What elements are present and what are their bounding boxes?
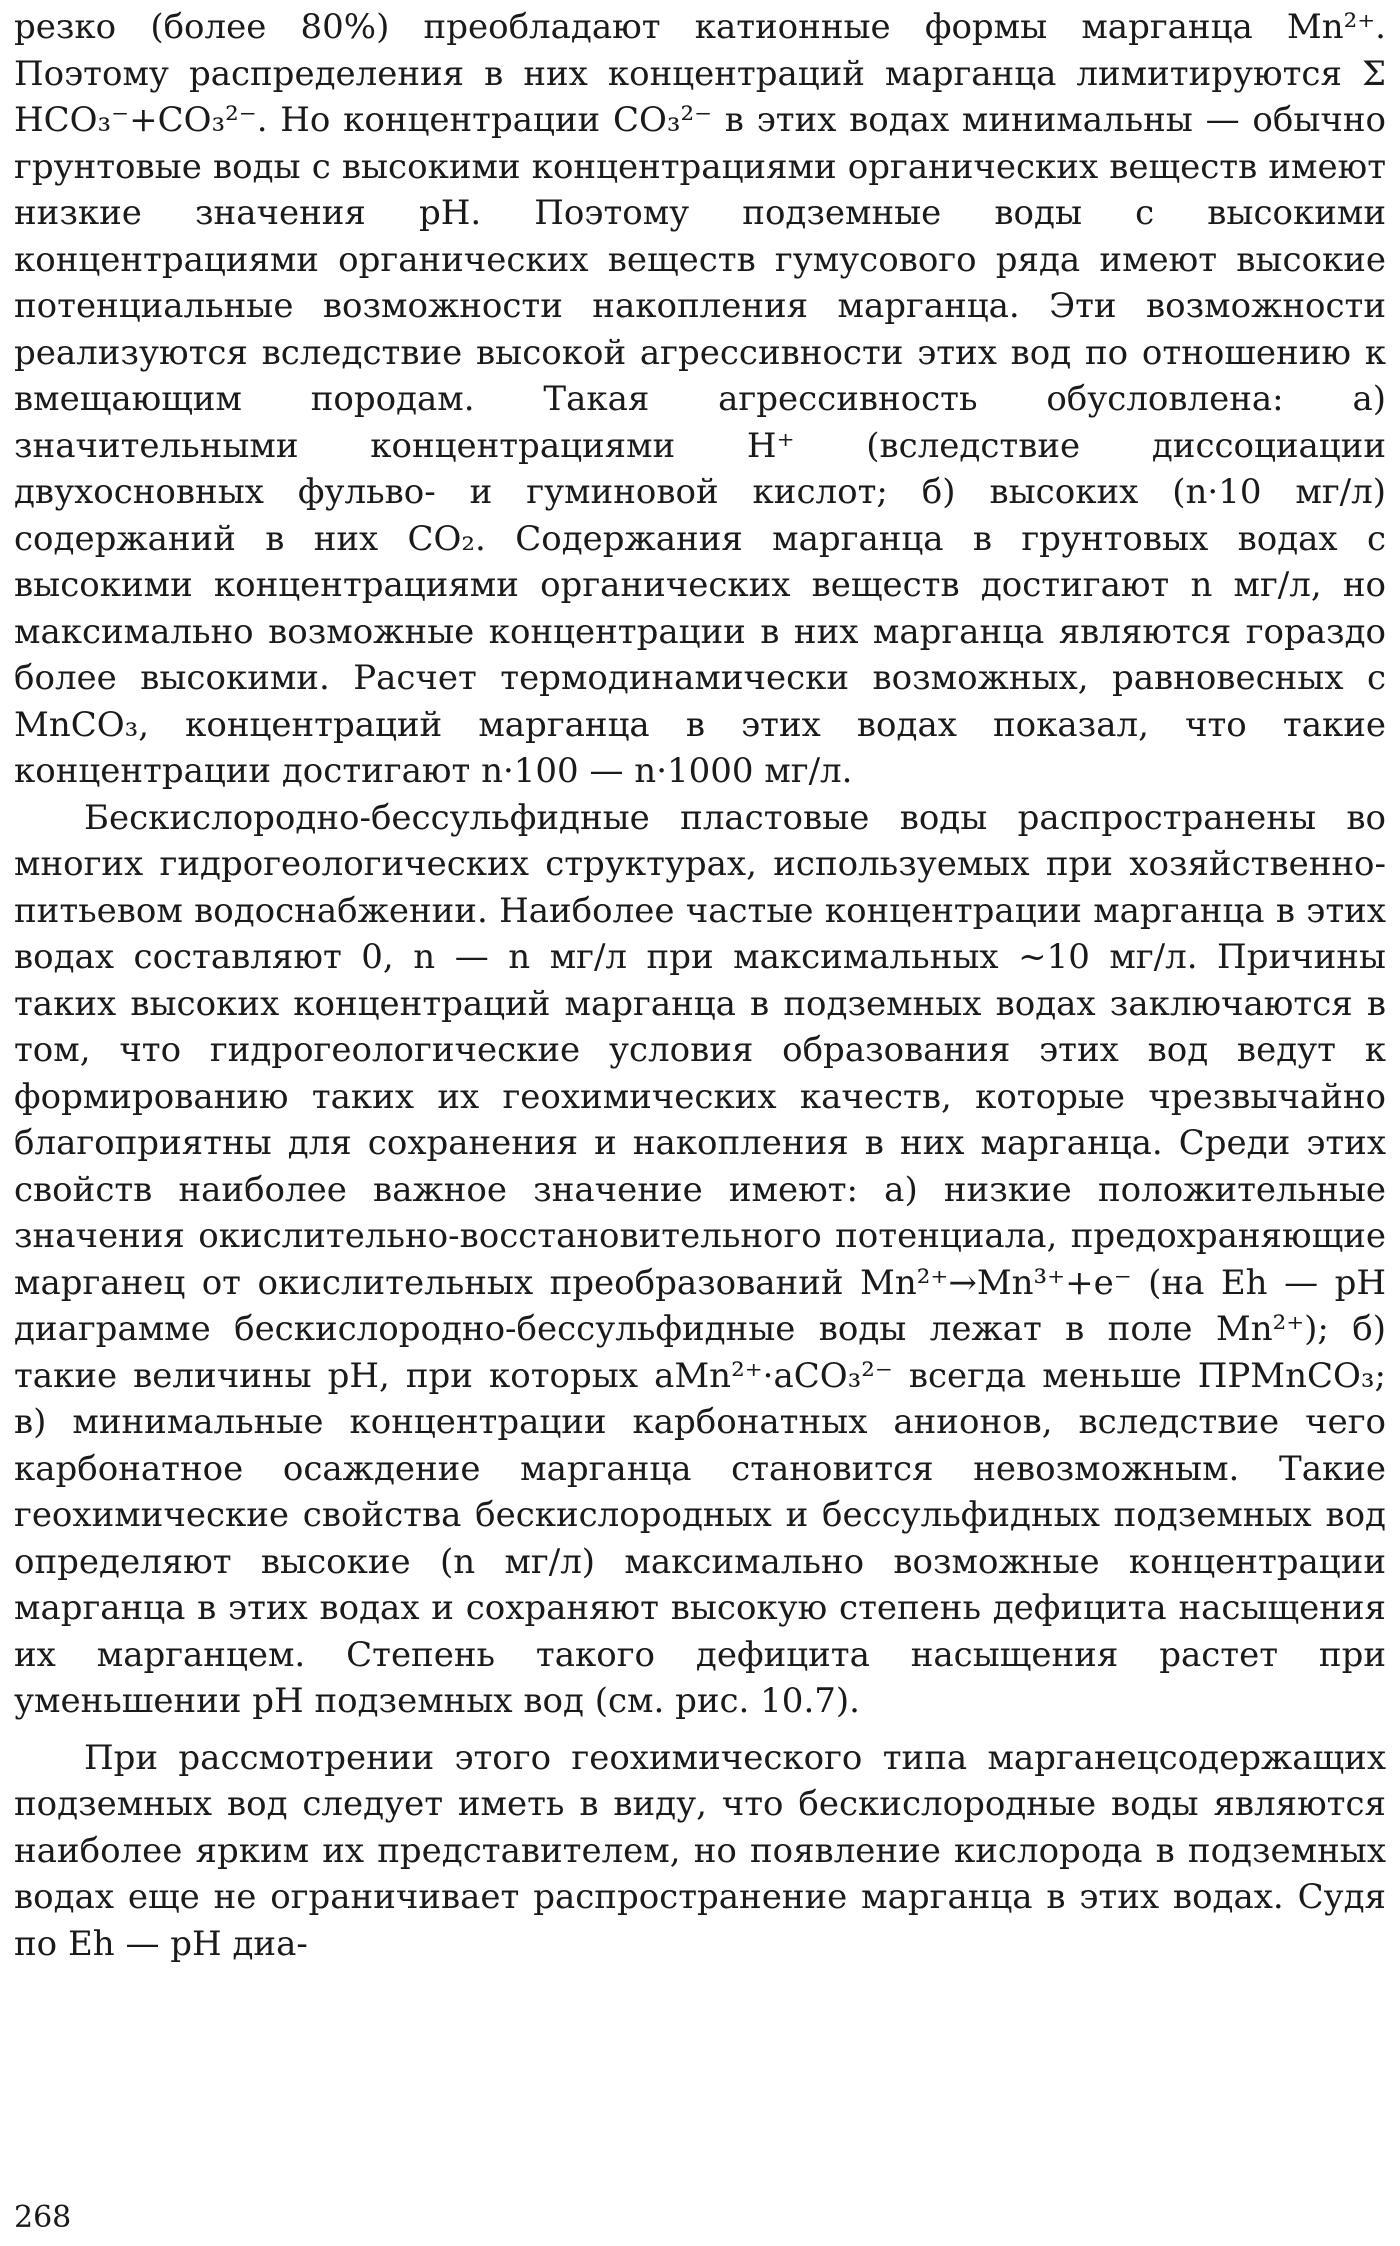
paragraph-2: Бескислородно-бессульфидные пластовые воды распространены во многих гидрогеологических структурах, используемых при хозяйственно-питьевом водоснабжении. Наиболее частые концентрации марганца в этих водах составляют 0, n — n мг/л при максимальных ~10 мг/л. Причины таких высоких концентраций марганца в подземных водах заключаются в том, что гидрогеологические условия образования этих вод ведут к формированию таких их геохимических качеств, которые чрезвычайно благоприятны для сохранения и накопления в них марганца. Среди этих свойств наиболее важное значение имеют: а) низкие положительные значения окислительно-восстановительного потенциала, предохраняющие марганец от окислительных преобразований Mn²⁺→Mn³⁺+e⁻ (на Eh — pH диаграмме бескислородно-бессульфидные воды лежат в поле Mn²⁺); б) такие величины pH, при которых aMn²⁺·aCO₃²⁻ всегда меньше ПРMnCO₃; в) минимальные концентрации карбонатных анионов, вследствие чего карбонатное осаждение марганца становится невозможным. Такие геохимические свойства бескислородных и бессульфидных подземных вод определяют высокие (n мг/л) максимально возможные концентрации марганца в этих водах и сохраняют высокую степень дефицита насыщения их марганцем. Степень такого дефицита насыщения растет при уменьшении pH подземных вод (см. рис. 10.7). xyxy=(14,797,1386,1721)
paragraph-1: резко (более 80%) преобладают катионные формы марганца Mn²⁺. Поэтому распределения в них концентраций марганца лимитируются Σ HCO₃⁻+CO₃²⁻. Но концентрации CO₃²⁻ в этих водах минимальны — обычно грунтовые воды с высокими концентрациями органических веществ имеют низкие значения pH. Поэтому подземные воды с высокими концентрациями органических веществ гумусового ряда имеют высокие потенциальные возможности накопления марганца. Эти возможности реализуются вследствие высокой агрессивности этих вод по отношению к вмещающим породам. Такая агрессивность обусловлена: а) значительными концентрациями H⁺ (вследствие диссоциации двухосновных фульво- и гуминовой кислот; б) высоких (n·10 мг/л) содержаний в них CO₂. Содержания марганца в грунтовых водах с высокими концентрациями органических веществ достигают n мг/л, но максимально возможные концентрации в них марганца являются гораздо более высокими. Расчет термодинамически возможных, равновесных с MnCO₃, концентраций марганца в этих водах показал, что такие концентрации достигают n·100 — n·1000 мг/л. xyxy=(14,7,1386,791)
page-number: 268 xyxy=(14,2200,72,2235)
book-page xyxy=(14,4,1386,2240)
paragraph-3: При рассмотрении этого геохимического типа марганецсодержащих подземных вод следует иметь в виду, что бескислородные воды являются наиболее ярким их представителем, но появление кислорода в подземных водах еще не ограничивает распространение марганца в этих водах. Судя по Eh — pH диа- xyxy=(14,1737,1386,1964)
body-text xyxy=(14,4,1386,1967)
